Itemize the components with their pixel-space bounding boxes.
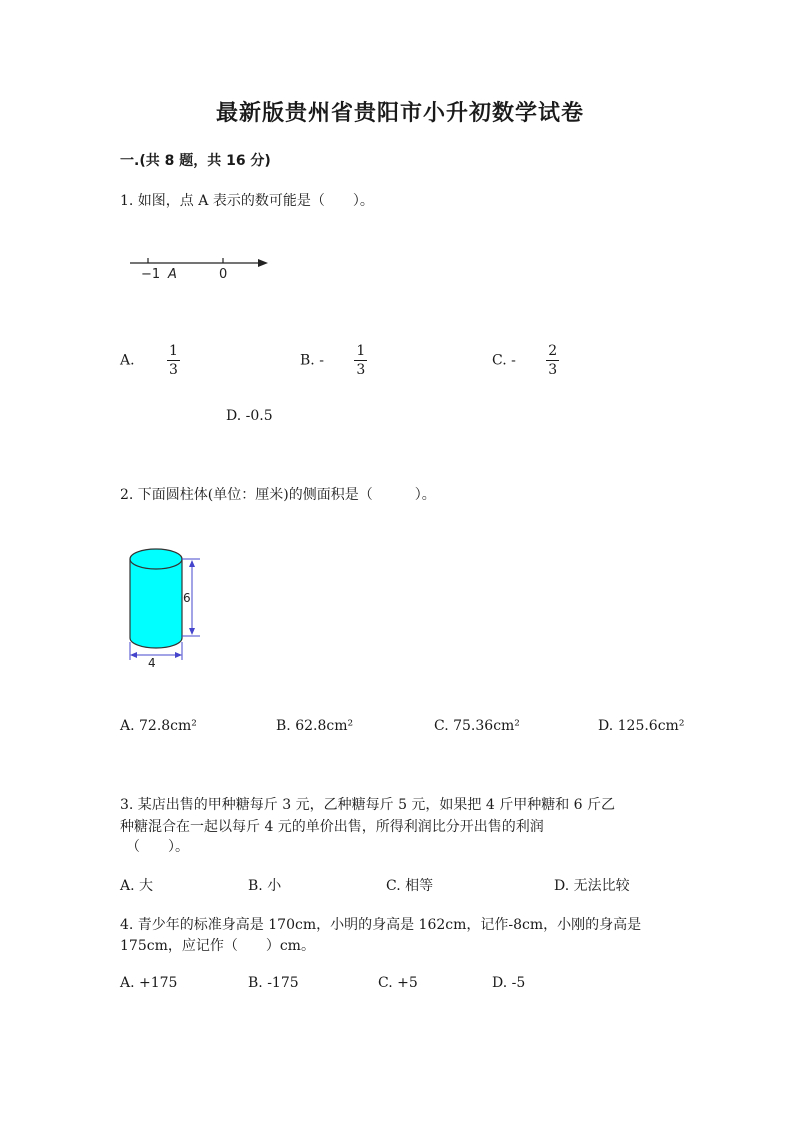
- point-a-label: A: [168, 267, 177, 282]
- q3-option-a[interactable]: A. 大: [120, 878, 154, 894]
- height-arrow-top: [189, 560, 195, 567]
- height-label: 6: [183, 591, 191, 605]
- q4-option-c[interactable]: C. +5: [378, 975, 418, 991]
- q1-option-b[interactable]: B. - $\frac{1}{3}$: [300, 343, 366, 378]
- q1-option-c[interactable]: C. - $\frac{2}{3}$: [492, 343, 558, 378]
- diameter-label: 4: [148, 656, 156, 670]
- question-3-line-2: 种糖混合在一起以每斤 4 元的单价出售，所得利润比分开出售的利润: [120, 819, 544, 835]
- q3-option-d[interactable]: D. 无法比较: [554, 878, 630, 894]
- q3-option-c[interactable]: C. 相等: [386, 878, 434, 894]
- q3-option-b[interactable]: B. 小: [248, 878, 282, 894]
- q2-option-b[interactable]: B. 62.8cm²: [276, 718, 354, 734]
- cylinder-body: [130, 559, 182, 648]
- section-header: 一.(共 8 题，共 16 分): [120, 153, 271, 169]
- question-4-line-2: 175cm，应记作（ ）cm。: [120, 938, 315, 954]
- q1-option-d[interactable]: D. -0.5: [226, 408, 273, 424]
- question-1-text: 1. 如图，点 A 表示的数可能是（ ）。: [120, 193, 374, 209]
- tick-label-minus-one: −1: [141, 267, 161, 282]
- question-3-line-3: （ ）。: [126, 839, 189, 855]
- q4-option-d[interactable]: D. -5: [492, 975, 526, 991]
- q1-option-a[interactable]: A. $\frac{1}{3}$: [120, 343, 178, 378]
- page-title: 最新版贵州省贵阳市小升初数学试卷: [215, 101, 584, 126]
- diameter-arrow-right: [175, 652, 182, 658]
- number-line-figure: [122, 248, 272, 288]
- question-3-line-1: 3. 某店出售的甲种糖每斤 3 元，乙种糖每斤 5 元，如果把 4 斤甲种糖和 6 斤乙: [120, 797, 616, 813]
- cylinder-figure: [118, 532, 218, 672]
- diameter-arrow-left: [130, 652, 137, 658]
- q1-option-a-fraction: $\frac{1}{3}$: [169, 343, 178, 378]
- question-2-text: 2. 下面圆柱体(单位：厘米)的侧面积是（ ）。: [120, 487, 436, 503]
- q1-option-c-fraction: $\frac{2}{3}$: [548, 343, 558, 378]
- q4-option-a[interactable]: A. +175: [120, 975, 178, 991]
- q4-option-b[interactable]: B. -175: [248, 975, 299, 991]
- tick-label-zero: 0: [219, 267, 228, 282]
- q2-option-d[interactable]: D. 125.6cm²: [598, 718, 685, 734]
- q2-option-c[interactable]: C. 75.36cm²: [434, 718, 520, 734]
- question-4-line-1: 4. 青少年的标准身高是 170cm，小明的身高是 162cm，记作-8cm，小刚的身高是: [120, 917, 642, 933]
- cylinder-top: [130, 549, 182, 569]
- height-arrow-bottom: [189, 628, 195, 635]
- q2-option-a[interactable]: A. 72.8cm²: [120, 718, 197, 734]
- q1-option-b-fraction: $\frac{1}{3}$: [356, 343, 366, 378]
- number-line-arrow: [258, 259, 268, 267]
